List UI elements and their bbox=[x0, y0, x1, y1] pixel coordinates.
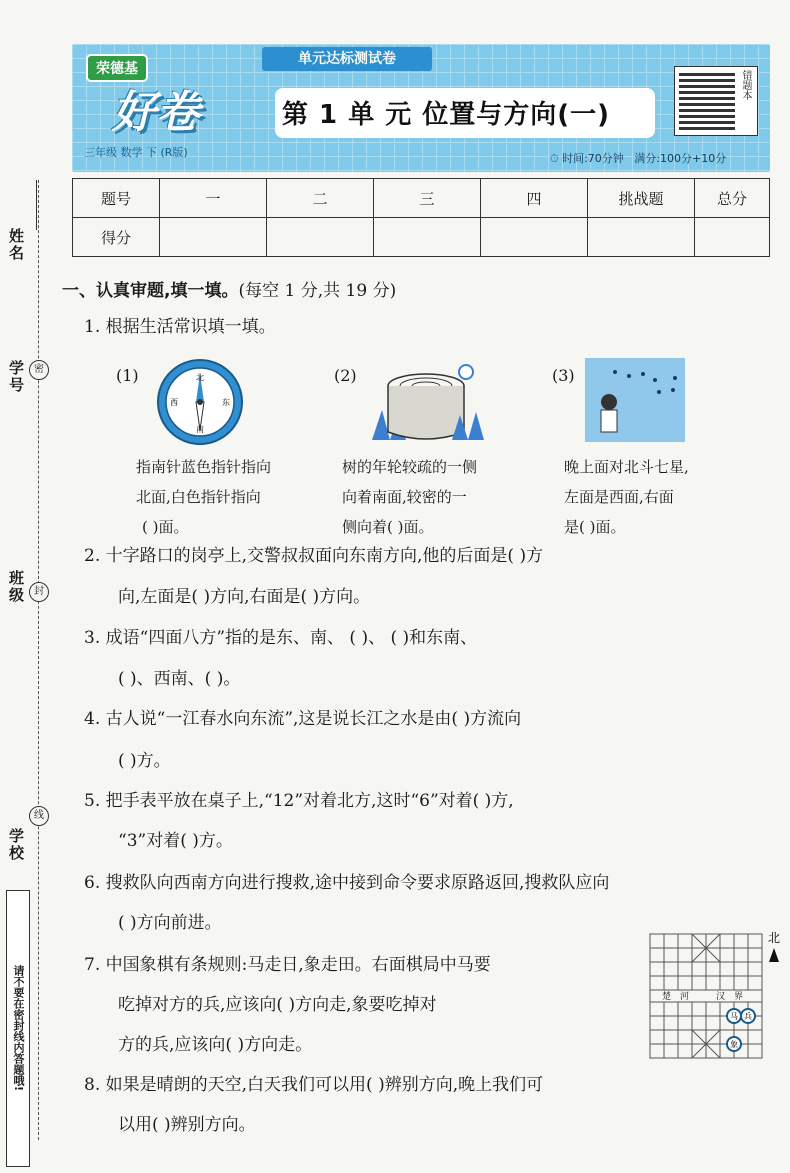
table-row bbox=[73, 179, 770, 218]
board-river-he: 河 bbox=[680, 992, 690, 1002]
score-table bbox=[72, 178, 770, 257]
score-cell[interactable] bbox=[374, 218, 481, 257]
question-6-line-1: 6. 搜救队向西南方向进行搜救,途中接到命令要求原路返回,搜救队应向 bbox=[84, 873, 610, 893]
logo: 好卷 bbox=[112, 87, 200, 138]
question-1: 1. 根据生活常识填一填。 bbox=[84, 317, 276, 337]
qr-label: 错题本 bbox=[740, 70, 751, 100]
caption-compass bbox=[136, 452, 271, 542]
board-north-label: 北 bbox=[768, 931, 781, 945]
score-cell[interactable] bbox=[267, 218, 374, 257]
clock-icon: ⏱ bbox=[550, 152, 559, 165]
board-river-han: 汉 bbox=[716, 992, 726, 1002]
question-6-line-2: ( )方向前进。 bbox=[118, 913, 222, 933]
table-cell: 总分 bbox=[695, 179, 770, 218]
piece-horse: 马 bbox=[730, 1012, 738, 1021]
qr-code-icon bbox=[679, 70, 735, 130]
school-label: 学校 bbox=[7, 828, 25, 862]
question-3-line-2: ( )、西南、( )。 bbox=[118, 669, 241, 689]
grade-subject: 三年级 数学 下 (R版) bbox=[84, 146, 188, 159]
question-2-line-2: 向,左面是( )方向,右面是( )方向。 bbox=[118, 587, 371, 607]
caption-line: 是( )面。 bbox=[564, 518, 626, 536]
question-4-line-1: 4. 古人说“一江春水向东流”,这是说长江之水是由( )方流向 bbox=[84, 709, 522, 729]
section-note: (每空 1 分,共 19 分) bbox=[238, 281, 397, 301]
seal-feng: 封 bbox=[29, 582, 49, 602]
seal-xian: 线 bbox=[29, 806, 49, 826]
table-row bbox=[73, 218, 770, 257]
name-blank bbox=[36, 180, 41, 230]
table-cell: 得分 bbox=[73, 218, 160, 257]
name-label: 姓名 bbox=[7, 228, 25, 262]
compass-north: 北 bbox=[196, 373, 204, 382]
table-cell: 二 bbox=[267, 179, 374, 218]
class-label: 班级 bbox=[7, 570, 25, 604]
table-cell: 一 bbox=[160, 179, 267, 218]
caption-tree bbox=[342, 452, 477, 542]
compass-south: 南 bbox=[196, 425, 204, 434]
caption-line: 北面,白色指针指向 bbox=[136, 488, 261, 506]
board-river-jie: 界 bbox=[734, 992, 744, 1002]
compass-east: 东 bbox=[222, 398, 230, 407]
caption-line: 左面是西面,右面 bbox=[564, 488, 674, 506]
question-8-line-1: 8. 如果是晴朗的天空,白天我们可以用( )辨别方向,晚上我们可 bbox=[84, 1075, 544, 1095]
question-7-line-2: 吃掉对方的兵,应该向( )方向走,象要吃掉对 bbox=[118, 995, 437, 1015]
table-cell: 挑战题 bbox=[588, 179, 695, 218]
sealing-warning: 请不要在密封线内答题哦! bbox=[6, 890, 30, 1167]
caption-line: 侧向着( )面。 bbox=[342, 518, 434, 536]
piece-elephant: 象 bbox=[730, 1040, 738, 1049]
section-heading bbox=[62, 276, 396, 301]
table-cell: 三 bbox=[374, 179, 481, 218]
caption-line: 树的年轮较疏的一侧 bbox=[342, 458, 478, 476]
sub-mark-2: (2) bbox=[334, 366, 357, 385]
question-7-line-3: 方的兵,应该向( )方向走。 bbox=[118, 1035, 313, 1055]
question-5-line-2: “3”对着( )方。 bbox=[118, 831, 233, 851]
caption-stars bbox=[564, 452, 689, 542]
piece-soldier: 兵 bbox=[744, 1012, 752, 1021]
sub-mark-1: (1) bbox=[116, 366, 139, 385]
student-id-label: 学号 bbox=[7, 360, 25, 394]
night-sky-illustration bbox=[585, 358, 685, 442]
question-5-line-1: 5. 把手表平放在桌子上,“12”对着北方,这时“6”对着( )方, bbox=[84, 791, 514, 811]
compass-illustration bbox=[154, 356, 246, 448]
question-4-line-2: ( )方。 bbox=[118, 751, 171, 771]
sub-mark-3: (3) bbox=[552, 366, 575, 385]
tree-stump-illustration bbox=[362, 360, 490, 446]
score-cell[interactable] bbox=[588, 218, 695, 257]
compass-west: 西 bbox=[170, 398, 178, 407]
time-limit: 时间:70分钟 bbox=[562, 152, 624, 165]
question-2-line-1: 2. 十字路口的岗亭上,交警叔叔面向东南方向,他的后面是( )方 bbox=[84, 546, 544, 566]
time-score-info bbox=[550, 150, 726, 166]
table-cell: 四 bbox=[481, 179, 588, 218]
chess-board-illustration bbox=[646, 928, 786, 1064]
caption-line: 晚上面对北斗七星, bbox=[564, 458, 689, 476]
question-3-line-1: 3. 成语“四面八方”指的是东、南、 ( )、 ( )和东南、 bbox=[84, 628, 478, 648]
section-title: 一、认真审题,填一填。 bbox=[62, 281, 239, 301]
table-cell: 题号 bbox=[73, 179, 160, 218]
score-cell[interactable] bbox=[160, 218, 267, 257]
caption-line: ( )面。 bbox=[142, 518, 189, 536]
caption-line: 指南针蓝色指针指向 bbox=[136, 458, 272, 476]
binding-line bbox=[38, 180, 39, 1140]
score-cell[interactable] bbox=[695, 218, 770, 257]
north-arrow-icon bbox=[769, 948, 779, 962]
question-8-line-2: 以用( )辨别方向。 bbox=[118, 1115, 256, 1135]
seal-mi: 密 bbox=[29, 360, 49, 380]
score-cell[interactable] bbox=[481, 218, 588, 257]
caption-line: 向着南面,较密的一 bbox=[342, 488, 467, 506]
board-river-chu: 楚 bbox=[662, 992, 672, 1002]
page-title: 第 1 单 元 位置与方向(一) bbox=[282, 100, 611, 130]
question-7-line-1: 7. 中国象棋有条规则:马走日,象走田。右面棋局中马要 bbox=[84, 955, 491, 975]
unit-test-label: 单元达标测试卷 bbox=[262, 47, 432, 71]
brand-badge: 荣德基 bbox=[86, 54, 148, 82]
full-score: 满分:100分+10分 bbox=[634, 152, 727, 165]
